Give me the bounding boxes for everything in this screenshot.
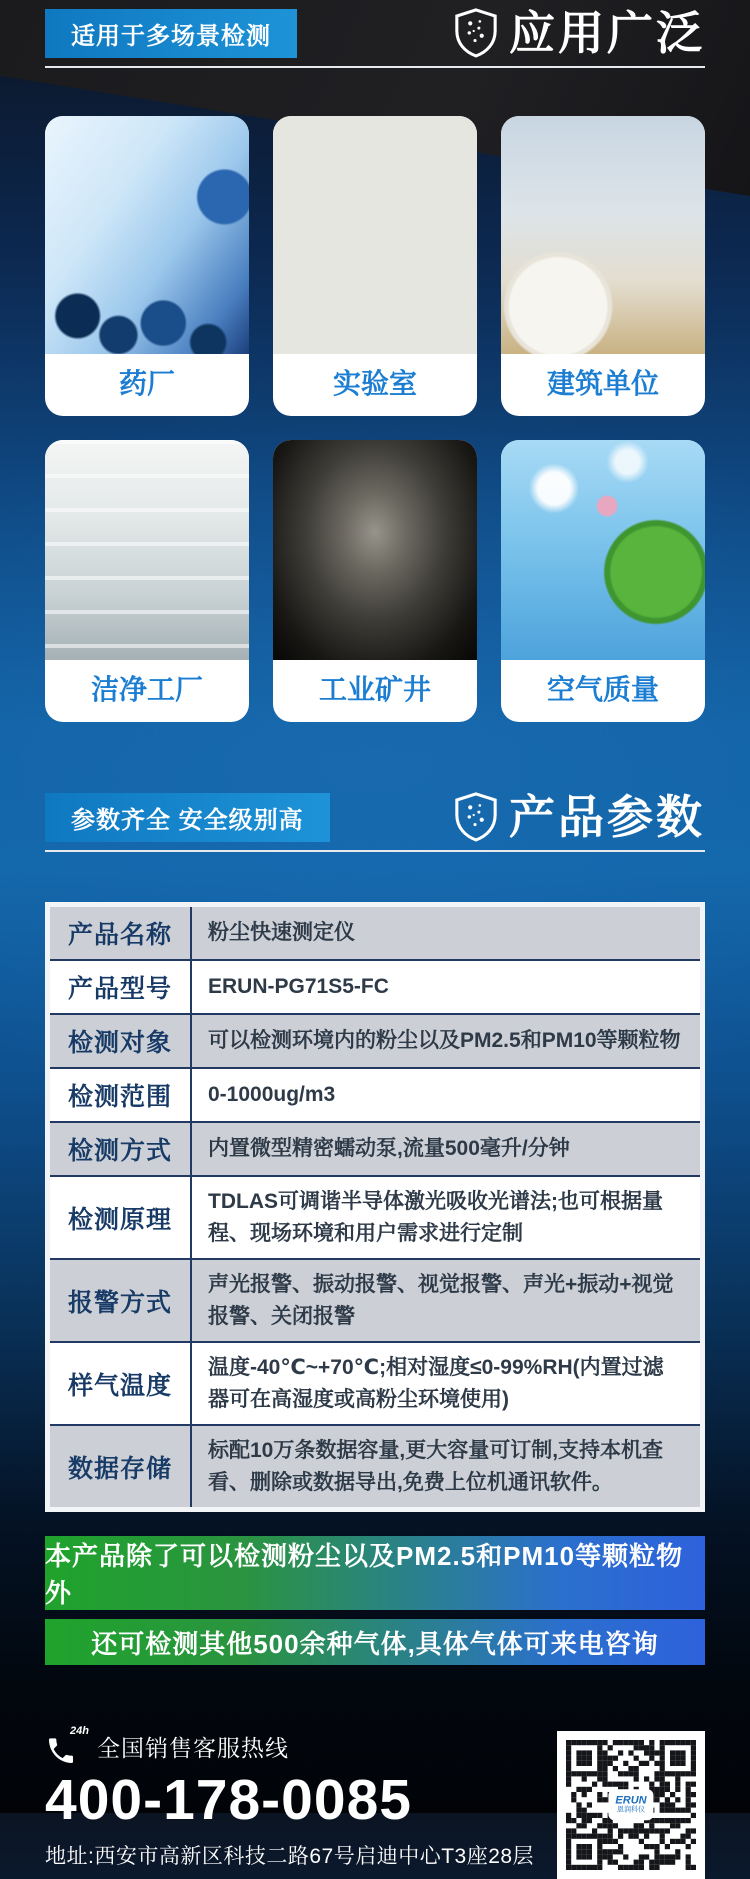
scene-label: 洁净工厂	[90, 674, 203, 705]
spec-value: TDLAS可调谐半导体激光吸收光谱法;也可根据量程、现场环境和用户需求进行定制	[208, 1190, 663, 1245]
spec-label: 数据存储	[50, 1426, 192, 1507]
hotline-phone-number: 400-178-0085	[45, 1768, 412, 1832]
clean-factory-photo	[45, 440, 249, 660]
parameters-badge: 参数齐全 安全级别高	[45, 793, 330, 842]
spec-label: 报警方式	[50, 1260, 192, 1341]
capability-banner-1: 本产品除了可以检测粉尘以及PM2.5和PM10等颗粒物外	[45, 1536, 705, 1610]
applications-section	[45, 0, 705, 722]
spec-value: 内置微型精密蠕动泵,流量500毫升/分钟	[208, 1137, 570, 1161]
spec-label: 样气温度	[50, 1343, 192, 1424]
applications-badge: 适用于多场景检测	[45, 9, 297, 58]
scene-card-laboratory	[273, 116, 477, 416]
qr-code	[557, 1731, 705, 1879]
spec-value: 标配10万条数据容量,更大容量可订制,支持本机查看、删除或数据导出,免费上位机通讯软件。	[208, 1439, 664, 1494]
capability-banner-2: 还可检测其他500余种气体,具体气体可来电咨询	[45, 1619, 705, 1665]
scene-label: 建筑单位	[546, 368, 659, 399]
hotline-row	[45, 1727, 534, 1767]
spec-row-product-name	[50, 907, 700, 959]
qr-logo-subtext: 恩润科仪	[616, 1806, 645, 1814]
spec-row-storage	[50, 1424, 700, 1507]
spec-value: 声光报警、振动报警、视觉报警、声光+振动+视觉报警、关闭报警	[208, 1273, 674, 1328]
scene-card-construction	[501, 116, 705, 416]
scene-label: 药厂	[118, 368, 175, 399]
scene-card-pharma	[45, 116, 249, 416]
scene-card-grid	[45, 116, 705, 722]
spec-label: 产品型号	[50, 961, 192, 1013]
spec-row-range	[50, 1067, 700, 1121]
hotline-label: 全国销售客服热线	[97, 1735, 289, 1761]
spec-row-principle	[50, 1175, 700, 1258]
phone-24h-icon	[45, 1725, 89, 1767]
spec-value: ERUN-PG71S5-FC	[208, 975, 389, 999]
spec-row-target	[50, 1013, 700, 1067]
applications-header	[45, 0, 705, 58]
parameters-title-wrap	[453, 792, 705, 842]
spec-label: 检测对象	[50, 1015, 192, 1067]
shield-particles-icon	[453, 792, 499, 842]
qr-center-logo	[611, 1792, 650, 1817]
applications-title-wrap	[453, 8, 705, 58]
spec-row-temperature	[50, 1341, 700, 1424]
spec-value: 温度-40℃~+70℃;相对湿度≤0-99%RH(内置过滤器可在高湿度或高粉尘环境使用)	[208, 1356, 664, 1411]
spec-value: 0-1000ug/m3	[208, 1083, 336, 1107]
qr-logo-text: ERUN	[615, 1794, 647, 1807]
spec-value: 粉尘快速测定仪	[208, 921, 355, 945]
scene-card-cleanroom	[45, 440, 249, 722]
scene-label: 工业矿井	[318, 674, 431, 705]
spec-label: 检测范围	[50, 1069, 192, 1121]
contact-footer	[45, 1727, 705, 1879]
parameters-header	[45, 784, 705, 842]
spec-table	[45, 902, 705, 1512]
parameters-section	[45, 784, 705, 1665]
spec-label: 检测方式	[50, 1123, 192, 1175]
applications-title: 应用广泛	[509, 7, 705, 59]
scene-card-mine	[273, 440, 477, 722]
scene-label: 空气质量	[546, 674, 659, 705]
header-underline	[45, 66, 705, 68]
shield-particles-icon	[453, 8, 499, 58]
mine-tunnel-photo	[273, 440, 477, 660]
badge-24h: 24h	[70, 1725, 89, 1737]
scene-card-air	[501, 440, 705, 722]
spec-row-model	[50, 959, 700, 1013]
air-quality-photo	[501, 440, 705, 660]
contact-block	[45, 1727, 534, 1870]
laboratory-photo	[273, 116, 477, 354]
spec-label: 检测原理	[50, 1177, 192, 1258]
header-underline	[45, 850, 705, 852]
spec-value: 可以检测环境内的粉尘以及PM2.5和PM10等颗粒物	[208, 1029, 681, 1053]
company-address: 地址:西安市高新区科技二路67号启迪中心T3座28层	[45, 1844, 535, 1868]
spec-row-alarm	[50, 1258, 700, 1341]
spec-label: 产品名称	[50, 907, 192, 959]
scene-label: 实验室	[332, 368, 417, 399]
construction-site-photo	[501, 116, 705, 354]
parameters-title: 产品参数	[509, 791, 705, 843]
spec-row-method	[50, 1121, 700, 1175]
pharma-lab-photo	[45, 116, 249, 354]
